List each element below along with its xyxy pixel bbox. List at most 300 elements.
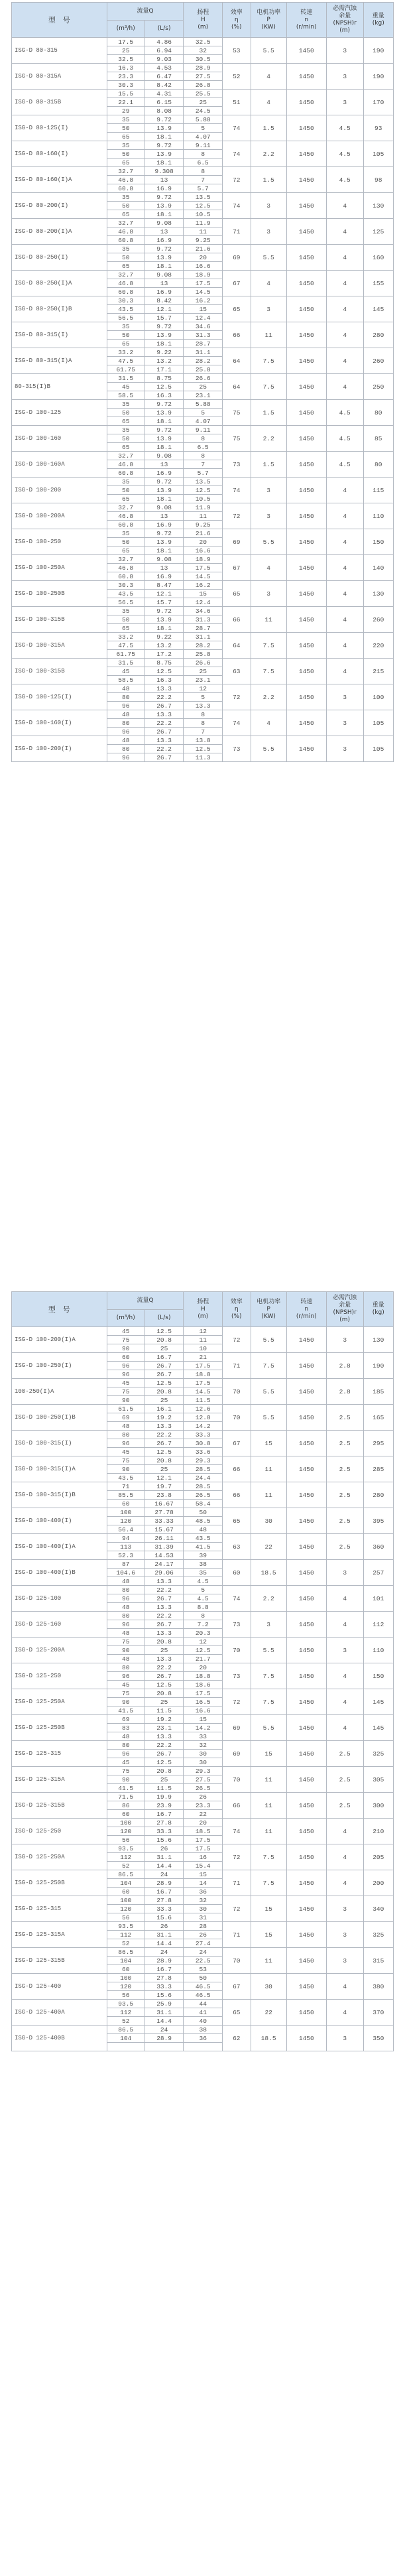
head-cell: 5: [184, 693, 223, 702]
flow-m3h-cell: 65: [107, 159, 145, 167]
table-row: [12, 1689, 394, 1698]
speed-cell: 1450: [286, 1870, 326, 1896]
flow-ls-cell: 6.15: [145, 98, 184, 107]
table-row: [12, 1379, 394, 1387]
npsh-cell: 3: [326, 38, 363, 64]
flow-ls-cell: 19.9: [145, 1793, 184, 1801]
speed-cell: 1450: [286, 167, 326, 193]
table-row: [12, 633, 394, 641]
speed-cell: 1450: [286, 736, 326, 762]
flow-m3h-cell: 80: [107, 1741, 145, 1750]
flow-ls-cell: 18.1: [145, 443, 184, 452]
flow-m3h-cell: 48: [107, 1655, 145, 1663]
flow-m3h-cell: 46.8: [107, 227, 145, 236]
flow-ls-cell: 26.7: [145, 1370, 184, 1379]
table-row: [12, 581, 394, 590]
flow-m3h-cell: 100: [107, 1896, 145, 1905]
flow-ls-cell: 22.2: [145, 745, 184, 753]
head-cell: 15: [184, 1870, 223, 1879]
efficiency-cell: 73: [223, 452, 251, 478]
table-row: [12, 1353, 394, 1362]
weight-cell: 105: [363, 710, 393, 736]
head-cell: 12.5: [184, 202, 223, 210]
efficiency-cell: 75: [223, 400, 251, 426]
speed-cell: 1450: [286, 1508, 326, 1534]
header-model: 型 号: [12, 3, 107, 38]
table-row: [12, 503, 394, 512]
flow-m3h-cell: 58.5: [107, 391, 145, 400]
flow-m3h-cell: 29: [107, 107, 145, 115]
flow-ls-cell: 8.42: [145, 296, 184, 305]
flow-m3h-cell: 17.5: [107, 38, 145, 46]
flow-m3h-cell: 52: [107, 2017, 145, 2026]
flow-m3h-cell: 56.5: [107, 314, 145, 322]
model-cell: ISG-D 80-315A: [12, 64, 107, 90]
model-cell: ISG-D 100-250: [12, 529, 107, 555]
motor-power-cell: 7.5: [251, 1663, 286, 1689]
flow-m3h-cell: 50: [107, 202, 145, 210]
flow-ls-cell: 9.72: [145, 529, 184, 538]
npsh-cell: 2.8: [326, 1379, 363, 1405]
flow-ls-cell: 13: [145, 227, 184, 236]
weight-cell: 125: [363, 219, 393, 245]
model-cell: ISG-D 125-315B: [12, 1793, 107, 1819]
head-cell: 10.5: [184, 495, 223, 503]
flow-m3h-cell: 96: [107, 1362, 145, 1370]
flow-m3h-cell: 50: [107, 409, 145, 417]
weight-cell: 93: [363, 115, 393, 141]
npsh-cell: 4: [326, 1715, 363, 1741]
flow-ls-cell: 18.1: [145, 262, 184, 271]
head-cell: 9.11: [184, 426, 223, 434]
weight-cell: 110: [363, 1638, 393, 1663]
flow-m3h-cell: 60: [107, 1500, 145, 1508]
head-cell: 33.3: [184, 1431, 223, 1439]
flow-ls-cell: 11.5: [145, 1784, 184, 1793]
model-cell: ISG-D 125-400: [12, 1974, 107, 2000]
flow-ls-cell: 26.7: [145, 1594, 184, 1603]
flow-ls-cell: 26.7: [145, 1362, 184, 1370]
weight-cell: 145: [363, 296, 393, 322]
flow-ls-cell: 19.2: [145, 1715, 184, 1724]
model-cell: ISG-D 100-400(I): [12, 1508, 107, 1534]
weight-cell: 325: [363, 1741, 393, 1767]
motor-power-cell: 3: [251, 296, 286, 322]
weight-cell: 257: [363, 1560, 393, 1586]
model-cell: ISG-D 100-315(I)B: [12, 1482, 107, 1508]
table-row: [12, 478, 394, 486]
speed-cell: 1450: [286, 1482, 326, 1508]
weight-cell: 315: [363, 1948, 393, 1974]
flow-m3h-cell: 35: [107, 193, 145, 202]
efficiency-cell: 70: [223, 1948, 251, 1974]
flow-ls-cell: 26.11: [145, 1534, 184, 1543]
head-cell: 8: [184, 719, 223, 728]
head-cell: 11: [184, 227, 223, 236]
flow-ls-cell: 16.9: [145, 288, 184, 296]
table-row: [12, 271, 394, 279]
model-cell: ISG-D 125-315: [12, 1896, 107, 1922]
head-cell: 48: [184, 1525, 223, 1534]
head-cell: 20: [184, 1819, 223, 1827]
npsh-cell: 3: [326, 1896, 363, 1922]
table-row: [12, 1922, 394, 1931]
header-flow-m3h: (m³/h): [107, 21, 145, 38]
head-cell: 9.25: [184, 236, 223, 245]
flow-m3h-cell: 112: [107, 2008, 145, 2017]
flow-ls-cell: 9.22: [145, 633, 184, 641]
head-cell: 18.9: [184, 271, 223, 279]
motor-power-cell: 7.5: [251, 659, 286, 684]
flow-m3h-cell: 75: [107, 1336, 145, 1344]
weight-cell: 370: [363, 2000, 393, 2026]
flow-m3h-cell: 32.7: [107, 219, 145, 227]
flow-m3h-cell: 35: [107, 607, 145, 615]
flow-m3h-cell: 65: [107, 210, 145, 219]
flow-m3h-cell: 61.75: [107, 650, 145, 659]
motor-power-cell: 7.5: [251, 1353, 286, 1379]
flow-m3h-cell: 48: [107, 1577, 145, 1586]
head-cell: 14.5: [184, 572, 223, 581]
model-cell: ISG-D 100-400(I)A: [12, 1534, 107, 1560]
flow-ls-cell: 16.9: [145, 184, 184, 193]
flow-ls-cell: 13.9: [145, 486, 184, 495]
npsh-cell: 2.5: [326, 1767, 363, 1793]
head-cell: 38: [184, 2026, 223, 2034]
head-cell: 25.8: [184, 650, 223, 659]
table-row: [12, 529, 394, 538]
flow-ls-cell: 13.9: [145, 615, 184, 624]
head-cell: 32: [184, 1896, 223, 1905]
weight-cell: 190: [363, 64, 393, 90]
flow-m3h-cell: [107, 2043, 145, 2051]
flow-ls-cell: 12.1: [145, 590, 184, 598]
efficiency-cell: 60: [223, 1560, 251, 1586]
head-cell: 36: [184, 1888, 223, 1896]
weight-cell: 150: [363, 1663, 393, 1689]
efficiency-cell: 73: [223, 736, 251, 762]
head-cell: 5.7: [184, 184, 223, 193]
weight-cell: 155: [363, 271, 393, 296]
speed-cell: 1450: [286, 684, 326, 710]
head-cell: 36: [184, 2034, 223, 2043]
table-row: [12, 141, 394, 150]
flow-ls-cell: 13.3: [145, 684, 184, 693]
npsh-cell: 4: [326, 2000, 363, 2026]
head-cell: 5.88: [184, 400, 223, 409]
motor-power-cell: 5.5: [251, 38, 286, 64]
head-cell: 18.6: [184, 1681, 223, 1689]
weight-cell: 80: [363, 452, 393, 478]
head-cell: 39: [184, 1551, 223, 1560]
flow-ls-cell: [145, 2043, 184, 2051]
head-cell: 5.7: [184, 469, 223, 478]
table-row: [12, 64, 394, 72]
head-cell: 24.4: [184, 1474, 223, 1482]
flow-ls-cell: 17.2: [145, 650, 184, 659]
flow-ls-cell: 22.2: [145, 719, 184, 728]
flow-ls-cell: 16.67: [145, 1500, 184, 1508]
flow-ls-cell: 22.2: [145, 1741, 184, 1750]
motor-power-cell: 30: [251, 1974, 286, 2000]
flow-m3h-cell: 85.5: [107, 1491, 145, 1500]
head-cell: 28.2: [184, 641, 223, 650]
flow-ls-cell: 13.2: [145, 357, 184, 365]
efficiency-cell: 51: [223, 90, 251, 115]
flow-m3h-cell: 50: [107, 434, 145, 443]
npsh-cell: 3: [326, 2026, 363, 2051]
flow-m3h-cell: 60.8: [107, 236, 145, 245]
head-cell: 20: [184, 1663, 223, 1672]
npsh-cell: 4.5: [326, 115, 363, 141]
head-cell: 5.88: [184, 115, 223, 124]
flow-ls-cell: 13: [145, 176, 184, 184]
speed-cell: 1450: [286, 1767, 326, 1793]
flow-m3h-cell: 75: [107, 1638, 145, 1646]
model-cell: ISG-D 100-315B: [12, 659, 107, 684]
weight-cell: 115: [363, 478, 393, 503]
npsh-cell: 4: [326, 245, 363, 271]
flow-m3h-cell: 83: [107, 1724, 145, 1732]
flow-ls-cell: 31.1: [145, 1853, 184, 1862]
head-cell: 17.5: [184, 1379, 223, 1387]
npsh-cell: 4: [326, 529, 363, 555]
speed-cell: 1450: [286, 1586, 326, 1612]
model-cell: ISG-D 125-250B: [12, 1715, 107, 1741]
model-cell: ISG-D 125-250B: [12, 1870, 107, 1896]
head-cell: 11: [184, 512, 223, 521]
head-cell: 6.5: [184, 443, 223, 452]
head-cell: 12.5: [184, 1646, 223, 1655]
header-flow: 流量Q: [107, 3, 184, 21]
motor-power-cell: 7.5: [251, 633, 286, 659]
flow-m3h-cell: 61.75: [107, 365, 145, 374]
head-cell: 30.5: [184, 55, 223, 64]
head-cell: 16.6: [184, 262, 223, 271]
weight-cell: 305: [363, 1767, 393, 1793]
motor-power-cell: 3: [251, 219, 286, 245]
flow-ls-cell: 16.7: [145, 1888, 184, 1896]
npsh-cell: 4: [326, 1689, 363, 1715]
head-cell: 26.8: [184, 81, 223, 90]
efficiency-cell: 67: [223, 1974, 251, 2000]
efficiency-cell: 72: [223, 1844, 251, 1870]
head-cell: 28.7: [184, 624, 223, 633]
header-model: 型 号: [12, 1292, 107, 1327]
npsh-cell: 2.5: [326, 1534, 363, 1560]
model-cell: ISG-D 100-160A: [12, 452, 107, 478]
table-row: [12, 115, 394, 124]
head-cell: 15: [184, 305, 223, 314]
efficiency-cell: 70: [223, 1405, 251, 1431]
head-cell: 35: [184, 1569, 223, 1577]
speed-cell: 1450: [286, 90, 326, 115]
speed-cell: 1450: [286, 1534, 326, 1560]
model-cell: ISG-D 100-160: [12, 426, 107, 452]
table-row: [12, 219, 394, 227]
model-cell: ISG-D 100-200: [12, 478, 107, 503]
flow-m3h-cell: 80: [107, 719, 145, 728]
head-cell: 32: [184, 1741, 223, 1750]
head-cell: 43.5: [184, 1534, 223, 1543]
flow-m3h-cell: 100: [107, 1819, 145, 1827]
flow-m3h-cell: 71.5: [107, 1793, 145, 1801]
head-cell: 48.5: [184, 1517, 223, 1525]
head-cell: 44: [184, 2000, 223, 2008]
flow-ls-cell: 19.2: [145, 1413, 184, 1422]
head-cell: 46.5: [184, 1982, 223, 1991]
head-cell: 23.1: [184, 391, 223, 400]
head-cell: 7.2: [184, 1620, 223, 1629]
flow-m3h-cell: 46.8: [107, 512, 145, 521]
motor-power-cell: 4: [251, 64, 286, 90]
motor-power-cell: 7.5: [251, 1844, 286, 1870]
motor-power-cell: 3: [251, 581, 286, 607]
speed-cell: 1450: [286, 2026, 326, 2051]
model-cell: ISG-D 80-315B: [12, 90, 107, 115]
weight-cell: 395: [363, 1508, 393, 1534]
flow-ls-cell: 33.3: [145, 1827, 184, 1836]
head-cell: 17.5: [184, 1362, 223, 1370]
head-cell: 16.2: [184, 581, 223, 590]
weight-cell: 105: [363, 141, 393, 167]
speed-cell: 1450: [286, 193, 326, 219]
head-cell: 13.5: [184, 193, 223, 202]
npsh-cell: 3: [326, 1922, 363, 1948]
table-row: [12, 684, 394, 693]
head-cell: 22: [184, 1810, 223, 1819]
model-cell: ISG-D 125-315A: [12, 1767, 107, 1793]
head-cell: 28.5: [184, 1465, 223, 1474]
flow-ls-cell: 9.08: [145, 219, 184, 227]
header-npsh: 必需汽蚀 余量 (NPSH)r (m): [326, 1292, 363, 1327]
motor-power-cell: 4: [251, 271, 286, 296]
head-cell: 12: [184, 1638, 223, 1646]
npsh-cell: 4: [326, 1586, 363, 1612]
head-cell: 26.5: [184, 1784, 223, 1793]
table-row: [12, 555, 394, 564]
table-row: [12, 1456, 394, 1465]
npsh-cell: 2.5: [326, 1793, 363, 1819]
flow-m3h-cell: 25: [107, 46, 145, 55]
weight-cell: 205: [363, 1844, 393, 1870]
flow-m3h-cell: 35: [107, 245, 145, 253]
head-cell: 17.5: [184, 564, 223, 572]
head-cell: 31.3: [184, 615, 223, 624]
flow-m3h-cell: 52.3: [107, 1551, 145, 1560]
table-row: [12, 38, 394, 46]
weight-cell: 101: [363, 1586, 393, 1612]
flow-m3h-cell: 52: [107, 1862, 145, 1870]
flow-m3h-cell: 41.5: [107, 1707, 145, 1715]
flow-ls-cell: 15.6: [145, 1836, 184, 1844]
efficiency-cell: 65: [223, 581, 251, 607]
model-cell: ISG-D 100-250B: [12, 581, 107, 607]
head-cell: 7: [184, 176, 223, 184]
efficiency-cell: 73: [223, 1663, 251, 1689]
head-cell: 8: [184, 452, 223, 460]
flow-ls-cell: 16.9: [145, 469, 184, 478]
npsh-cell: 4: [326, 348, 363, 374]
flow-m3h-cell: 65: [107, 262, 145, 271]
flow-ls-cell: 13: [145, 512, 184, 521]
model-cell: 100-250(I)A: [12, 1379, 107, 1405]
head-cell: 30: [184, 1758, 223, 1767]
flow-ls-cell: 14.4: [145, 2017, 184, 2026]
flow-m3h-cell: 60: [107, 1353, 145, 1362]
motor-power-cell: 11: [251, 1819, 286, 1844]
header-npsh: 必需汽蚀 余量 (NPSH)r (m): [326, 3, 363, 38]
head-cell: 30: [184, 1750, 223, 1758]
flow-m3h-cell: 32.7: [107, 452, 145, 460]
flow-m3h-cell: 50: [107, 486, 145, 495]
flow-ls-cell: 13.9: [145, 150, 184, 159]
efficiency-cell: 66: [223, 1793, 251, 1819]
head-cell: 34.6: [184, 322, 223, 331]
flow-m3h-cell: 90: [107, 1344, 145, 1353]
weight-cell: 350: [363, 2026, 393, 2051]
head-cell: 18.8: [184, 1370, 223, 1379]
flow-m3h-cell: 35: [107, 400, 145, 409]
head-cell: 27.4: [184, 1939, 223, 1948]
head-cell: 6.5: [184, 159, 223, 167]
head-cell: 12.4: [184, 598, 223, 607]
flow-m3h-cell: 75: [107, 1387, 145, 1396]
flow-ls-cell: 16.7: [145, 1965, 184, 1974]
head-cell: 12.8: [184, 1413, 223, 1422]
npsh-cell: 4: [326, 633, 363, 659]
head-cell: 34.6: [184, 607, 223, 615]
flow-m3h-cell: 100: [107, 1974, 145, 1982]
head-cell: 31.3: [184, 331, 223, 340]
table-row: [12, 1870, 394, 1879]
npsh-cell: 4: [326, 219, 363, 245]
flow-m3h-cell: 87: [107, 1560, 145, 1569]
header-speed: 转速 n (r/min): [286, 3, 326, 38]
model-cell: ISG-D 125-400B: [12, 2026, 107, 2051]
head-cell: 26: [184, 1793, 223, 1801]
head-cell: 22.5: [184, 1957, 223, 1965]
motor-power-cell: 4: [251, 90, 286, 115]
model-cell: ISG-D 125-250: [12, 1819, 107, 1844]
flow-m3h-cell: 48: [107, 1603, 145, 1612]
head-cell: 16.6: [184, 1707, 223, 1715]
npsh-cell: 4: [326, 296, 363, 322]
efficiency-cell: 62: [223, 2026, 251, 2051]
flow-ls-cell: 13.9: [145, 409, 184, 417]
flow-m3h-cell: 96: [107, 728, 145, 736]
flow-ls-cell: 15.6: [145, 1913, 184, 1922]
motor-power-cell: 5.5: [251, 1405, 286, 1431]
flow-ls-cell: 16.7: [145, 1810, 184, 1819]
table-row: [12, 1405, 394, 1413]
flow-m3h-cell: 30.3: [107, 296, 145, 305]
efficiency-cell: 66: [223, 607, 251, 633]
flow-m3h-cell: 35: [107, 426, 145, 434]
flow-ls-cell: 13: [145, 564, 184, 572]
flow-ls-cell: 26.7: [145, 1750, 184, 1758]
head-cell: 5: [184, 1586, 223, 1594]
flow-m3h-cell: 113: [107, 1543, 145, 1551]
flow-m3h-cell: 31.5: [107, 374, 145, 383]
flow-ls-cell: 16.3: [145, 676, 184, 684]
weight-cell: 215: [363, 659, 393, 684]
flow-ls-cell: 24.17: [145, 1560, 184, 1569]
flow-m3h-cell: 104: [107, 2034, 145, 2043]
flow-ls-cell: 26.7: [145, 728, 184, 736]
flow-ls-cell: 26.7: [145, 753, 184, 762]
model-cell: ISG-D 100-200(I)A: [12, 1327, 107, 1353]
